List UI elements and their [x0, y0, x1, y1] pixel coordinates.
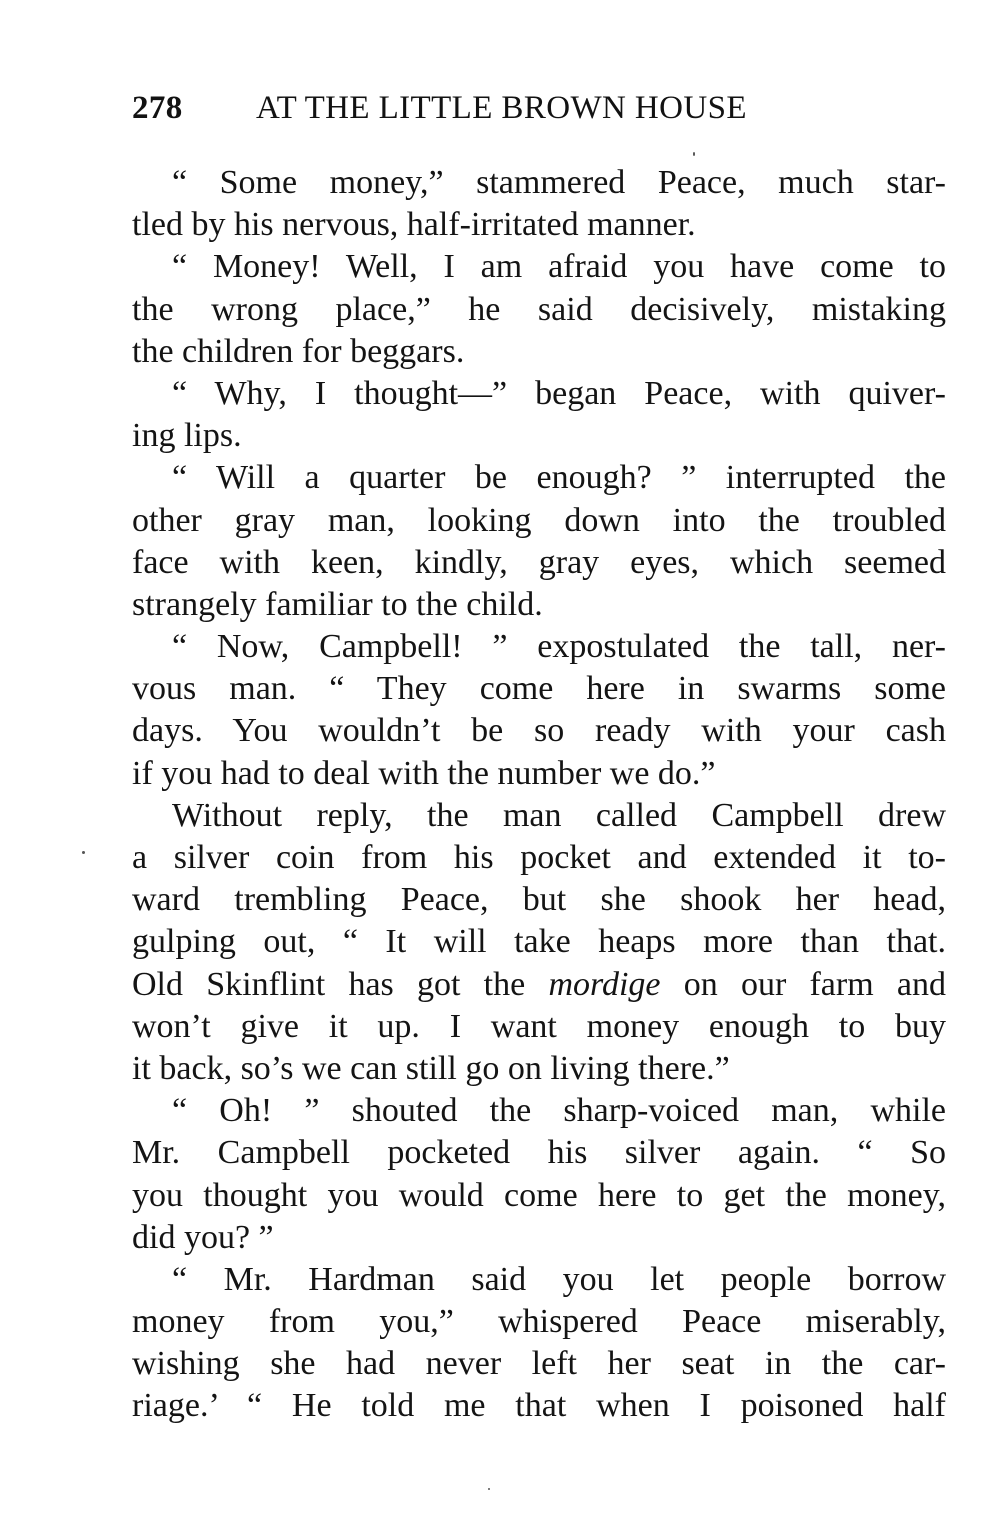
text-line: face with keen, kindly, gray eyes, which seemed — [132, 543, 946, 581]
text-line: won’t give it up. I want money enough to buy — [132, 1007, 946, 1045]
text-line: “ Why, I thought—” began Peace, with quiver- — [172, 374, 946, 412]
text-line: a silver coin from his pocket and extended it to- — [132, 839, 946, 876]
text-line: you thought you would come here to get the money, — [132, 1176, 946, 1214]
text-line: strangely familiar to the child. — [132, 585, 543, 623]
text-line: days. You wouldn’t be so ready with your cash — [132, 712, 946, 750]
text-line: Mr. Campbell pocketed his silver again. “ So — [132, 1134, 946, 1172]
text-line: “ Will a quarter be enough? ” interrupted the — [172, 459, 946, 497]
italic-word: mordige — [548, 965, 661, 1003]
text-segment: on our farm and — [660, 965, 946, 1003]
text-line: the wrong place,” he said decisively, mistaking — [132, 290, 946, 328]
text-segment: Old Skinflint has got the — [132, 965, 549, 1003]
text-line: “ Mr. Hardman said you let people borrow — [172, 1260, 946, 1298]
text-line: “ Oh! ” shouted the sharp-voiced man, while — [172, 1092, 946, 1130]
text-line: riage.’ “ He told me that when I poisoned half — [132, 1387, 946, 1425]
text-line: other gray man, looking down into the troubled — [132, 501, 946, 539]
scan-speck — [488, 1488, 490, 1490]
text-line: “ Some money,” stammered Peace, much star- — [172, 164, 946, 201]
text-line: ward trembling Peace, but she shook her head, — [132, 881, 946, 919]
text-line — [132, 964, 946, 1006]
text-line: if you had to deal with the number we do.” — [132, 754, 716, 792]
text-line: wishing she had never left her seat in the car- — [132, 1345, 946, 1383]
running-head — [132, 84, 950, 134]
text-line: “ Money! Well, I am afraid you have come to — [172, 248, 946, 286]
scan-speck — [693, 152, 695, 156]
text-line: tled by his nervous, half-irritated manner. — [132, 206, 696, 244]
text-line: the children for beggars. — [132, 332, 465, 370]
text-line: gulping out, “ It will take heaps more than that. — [132, 923, 946, 961]
text-line: “ Now, Campbell! ” expostulated the tall, ner- — [172, 628, 946, 666]
page-number: 278 — [132, 90, 183, 126]
text-line: vous man. “ They come here in swarms some — [132, 670, 946, 708]
running-title: AT THE LITTLE BROWN HOUSE — [256, 90, 747, 126]
text-line: ing lips. — [132, 417, 242, 455]
body-text — [132, 162, 946, 1428]
text-line: did you? ” — [132, 1218, 274, 1256]
scan-speck — [82, 851, 85, 854]
text-line: it back, so’s we can still go on living there.” — [132, 1049, 730, 1087]
text-line: Without reply, the man called Campbell drew — [172, 796, 946, 834]
text-line: money from you,” whispered Peace miserably, — [132, 1303, 946, 1341]
